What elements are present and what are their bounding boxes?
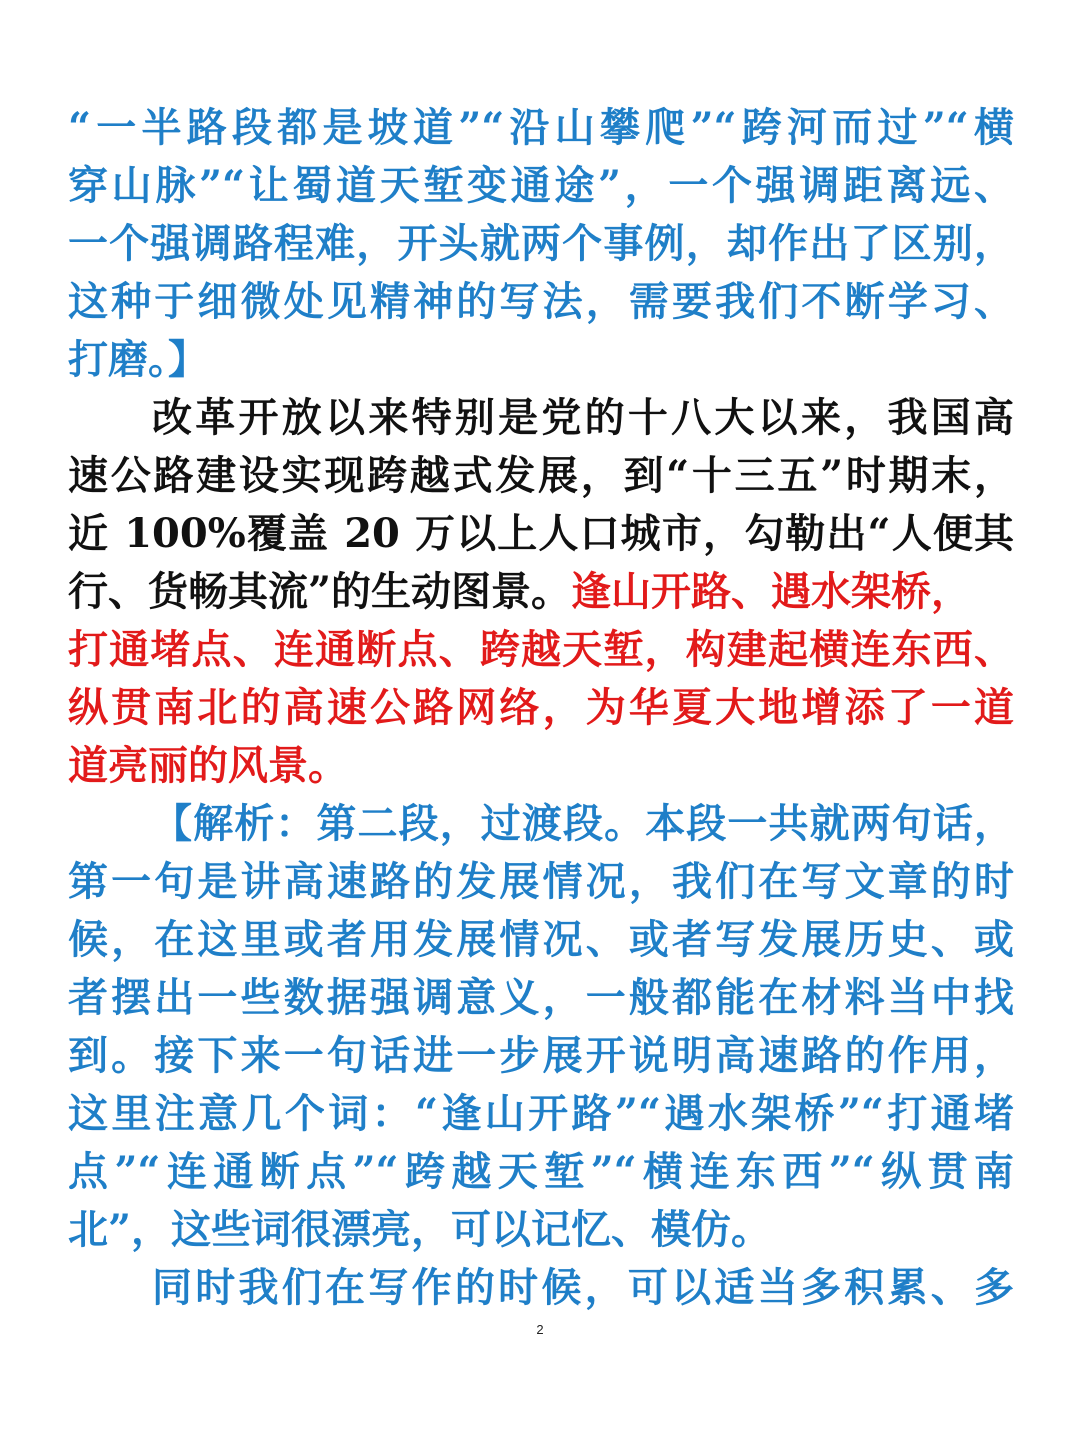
analysis-line: “一半路段都是坡道”“沿山攀爬”“跨河而过”“横 bbox=[68, 104, 1014, 151]
body-line: 近 100%覆盖 20 万以上人口城市，勾勒出“人便其 bbox=[68, 510, 1014, 557]
analysis-line: 穿山脉”“让蜀道天堑变通途”，一个强调距离远、 bbox=[68, 162, 1014, 209]
highlighted-line: 纵贯南北的高速公路网络，为华夏大地增添了一道 bbox=[68, 684, 1014, 731]
analysis-line: 这种于细微处见精神的写法，需要我们不断学习、 bbox=[68, 278, 1014, 325]
analysis-line: 第一句是讲高速路的发展情况，我们在写文章的时 bbox=[68, 858, 1014, 905]
body-line: 速公路建设实现跨越式发展，到“十三五”时期末， bbox=[68, 452, 1014, 499]
analysis-line: 点”“连通断点”“跨越天堑”“横连东西”“纵贯南 bbox=[68, 1148, 1014, 1195]
body-line-mixed bbox=[68, 563, 1014, 621]
highlighted-line: 道亮丽的风景。 bbox=[68, 742, 348, 789]
analysis-line: 打磨。】 bbox=[68, 336, 208, 383]
body-line: 改革开放以来特别是党的十八大以来，我国高 bbox=[152, 394, 1014, 441]
analysis-line: 这里注意几个词：“逢山开路”“遇水架桥”“打通堵 bbox=[68, 1090, 1014, 1137]
analysis-line: 到。接下来一句话进一步展开说明高速路的作用， bbox=[68, 1032, 1014, 1079]
analysis-line: 候，在这里或者用发展情况、或者写发展历史、或 bbox=[68, 916, 1014, 963]
page-number: 2 bbox=[536, 1322, 544, 1337]
body-text: 行、货畅其流”的生动图景。 bbox=[68, 568, 572, 615]
highlighted-text: 逢山开路、遇水架桥， bbox=[571, 568, 972, 615]
highlighted-line: 打通堵点、连通断点、跨越天堑，构建起横连东西、 bbox=[68, 626, 1014, 673]
analysis-line: 一个强调路程难，开头就两个事例，却作出了区别， bbox=[68, 220, 1014, 267]
analysis-line: 北”，这些词很漂亮，可以记忆、模仿。 bbox=[68, 1206, 772, 1253]
analysis-line: 【解析：第二段，过渡段。本段一共就两句话， bbox=[152, 800, 1014, 847]
analysis-line: 同时我们在写作的时候，可以适当多积累、多 bbox=[152, 1264, 1014, 1311]
analysis-line: 者摆出一些数据强调意义，一般都能在材料当中找 bbox=[68, 974, 1014, 1021]
